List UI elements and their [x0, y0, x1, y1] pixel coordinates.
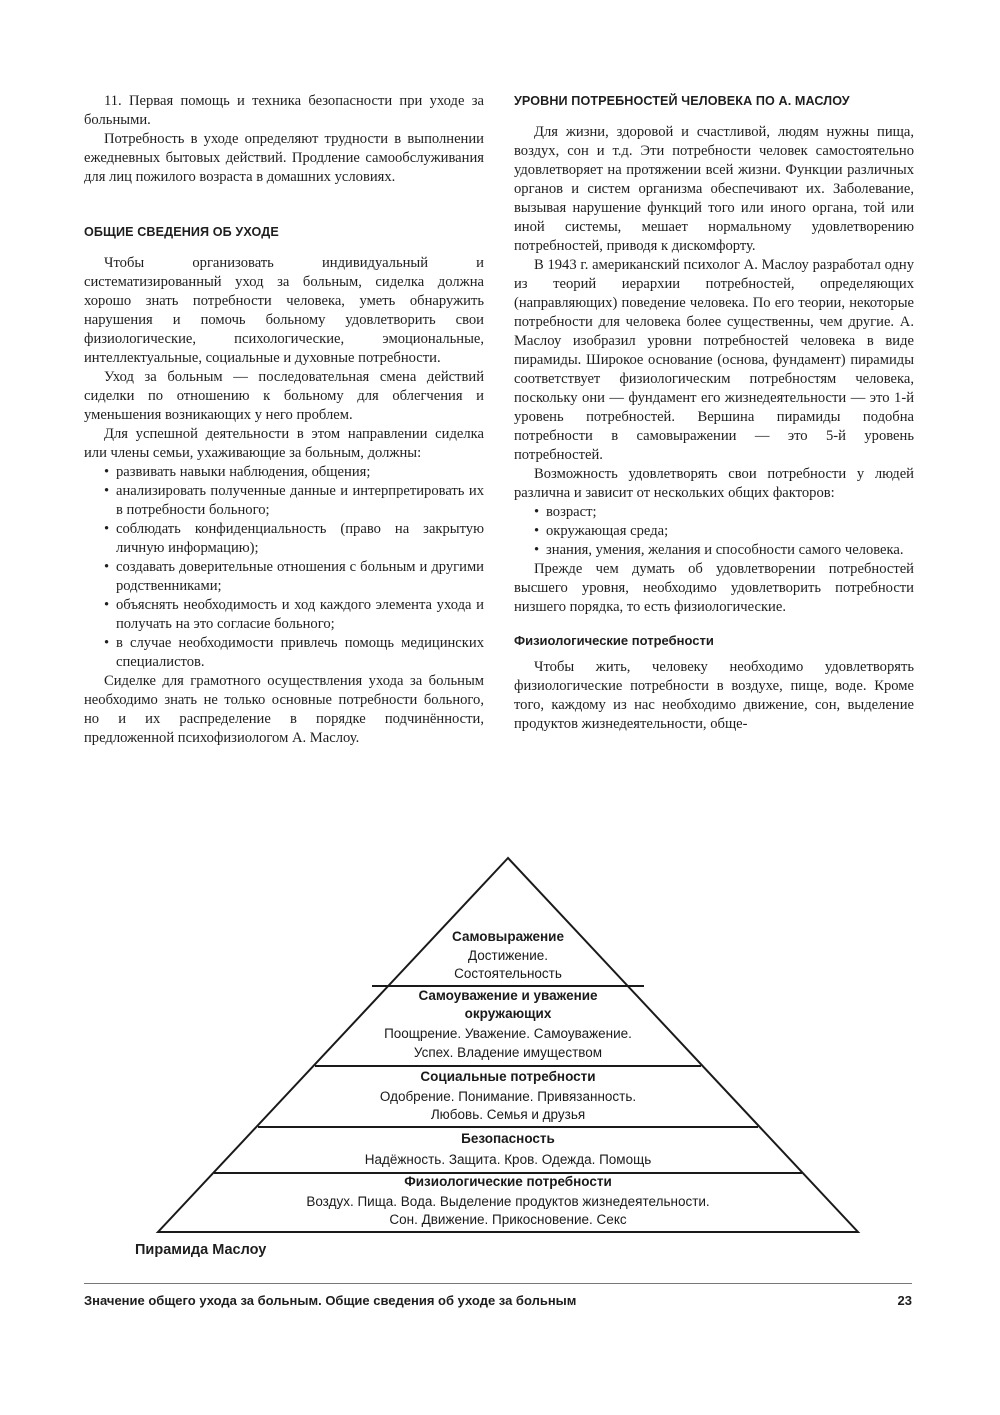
factors-list — [514, 503, 914, 560]
level4-line2: Успех. Владение имуществом — [413, 1045, 603, 1060]
footer-divider — [84, 1283, 912, 1284]
list-item: • знания, умения, желания и способности самого человека. — [534, 541, 914, 560]
list-item: • развивать навыки наблюдения, общения; — [104, 463, 484, 482]
page-number: 23 — [897, 1293, 912, 1308]
paragraph: Для успешной деятельности в этом направлении сиделка или члены семьи, ухаживающие за больным, должны: — [84, 426, 484, 461]
heading-physiological-needs: Физиологические потребности — [514, 633, 714, 648]
list-item: • объяснять необходимость и ход каждого элемента ухода и получать на это согласие больного; — [104, 596, 484, 634]
level3-title: Социальные потребности — [420, 1069, 596, 1084]
level5-title: Самовыражение — [452, 929, 564, 944]
paragraph: Возможность удовлетворять свои потребности у людей различна и зависит от нескольких общих факторов: — [514, 466, 914, 501]
paragraph: Прежде чем думать об удовлетворении потребностей высшего уровня, необходимо удовлетворить потребности низшего порядка, то есть физиологические. — [514, 561, 914, 615]
level3-line2: Любовь. Семья и друзья — [430, 1107, 586, 1122]
paragraph: Чтобы жить, человеку необходимо удовлетворять физиологические потребности в воздухе, пище, воде. Кроме того, каждому из нас необходимо движение, сон, выделение продуктов жизнедеятельности, обще- — [514, 659, 914, 732]
list-item: • создавать доверительные отношения с больным и другими родственниками; — [104, 558, 484, 596]
level4-title-2: окружающих — [464, 1006, 552, 1021]
paragraph: Чтобы организовать индивидуальный и систематизированный уход за больным, сиделка должна хорошо знать потребности человека, уметь обнаружить нарушения и помочь больному удовлетворить свои физиологические, психологические, эмоциональные, интеллектуальные, социальные и духовные потребности. — [84, 255, 484, 366]
heading-general-info: ОБЩИЕ СВЕДЕНИЯ ОБ УХОДЕ — [84, 225, 279, 239]
level3-line1: Одобрение. Понимание. Привязанность. — [379, 1089, 637, 1104]
level5-line2: Состоятельность — [454, 966, 562, 981]
list-item: • окружающая среда; — [534, 522, 914, 541]
level4-line1: Поощрение. Уважение. Самоуважение. — [384, 1026, 632, 1041]
list-item: • анализировать полученные данные и интерпретировать их в потребности больного; — [104, 482, 484, 520]
paragraph-item-11: 11. Первая помощь и техника безопасности при уходе за больными. — [84, 93, 484, 128]
right-column — [514, 92, 914, 734]
level2-line1: Надёжность. Защита. Кров. Одежда. Помощь — [364, 1152, 652, 1167]
paragraph: В 1943 г. американский психолог А. Маслоу разработал одну из теорий иерархии потребностей, определяющих (направляющих) поведение человека. По его теории, некоторые потребности для человека более существенны, чем другие. А. Маслоу изобразил уровни потребностей человека в виде пирамиды. Широкое основание (основа, фундамент) пирамиды соответствует физиологическим потребностям человека, поскольку они — фундамент его жизнедеятельности — это 1-й уровень потребностей. Вершина пирамиды подобна потребности в самовыражении — это 5-й уровень потребностей. — [514, 257, 914, 463]
paragraph: Сиделке для грамотного осуществления ухода за больным необходимо знать не только основные потребности больного, но и их распределение в порядке подчинённости, предложенной психофизиологом А. Маслоу. — [84, 673, 484, 746]
maslow-pyramid — [0, 848, 1000, 1268]
level1-line2: Сон. Движение. Прикосновение. Секс — [389, 1212, 627, 1227]
running-footer-title: Значение общего ухода за больным. Общие сведения об уходе за больным — [84, 1293, 577, 1308]
paragraph: Для жизни, здоровой и счастливой, людям нужны пища, воздух, сон и т.д. Эти потребности человек самостоятельно удовлетворяет на протяжении всей жизни. Функции различных органов и систем организма обеспечивают их. Заболевание, вызывая нарушение функций того или иного органа, той или иной системы, мешает нормальному удовлетворению потребностей, приводя к дискомфорту. — [514, 124, 914, 254]
level5-line1: Достижение. — [467, 948, 549, 963]
paragraph-care-needs: Потребность в уходе определяют трудности в выполнении ежедневных бытовых действий. Продление самообслуживания для лиц пожилого возраста в домашних условиях. — [84, 131, 484, 185]
level4-title-1: Самоуважение и уважение — [418, 988, 598, 1003]
list-item: • соблюдать конфиденциальность (право на закрытую личную информацию); — [104, 520, 484, 558]
list-item: • возраст; — [534, 503, 914, 522]
list-item: • в случае необходимости привлечь помощь медицинских специалистов. — [104, 634, 484, 672]
heading-maslow-levels: УРОВНИ ПОТРЕБНОСТЕЙ ЧЕЛОВЕКА ПО А. МАСЛОУ — [514, 94, 850, 108]
level1-title: Физиологические потребности — [404, 1174, 612, 1189]
duties-list — [84, 463, 484, 672]
level1-line1: Воздух. Пища. Вода. Выделение продуктов жизнедеятельности. — [306, 1194, 710, 1209]
level2-title: Безопасность — [461, 1131, 555, 1146]
figure-caption: Пирамида Маслоу — [135, 1242, 267, 1258]
paragraph: Уход за больным — последовательная смена действий сиделки по отношению к больному для облегчения и уменьшения возникающих у него проблем. — [84, 369, 484, 423]
left-column — [84, 92, 484, 748]
